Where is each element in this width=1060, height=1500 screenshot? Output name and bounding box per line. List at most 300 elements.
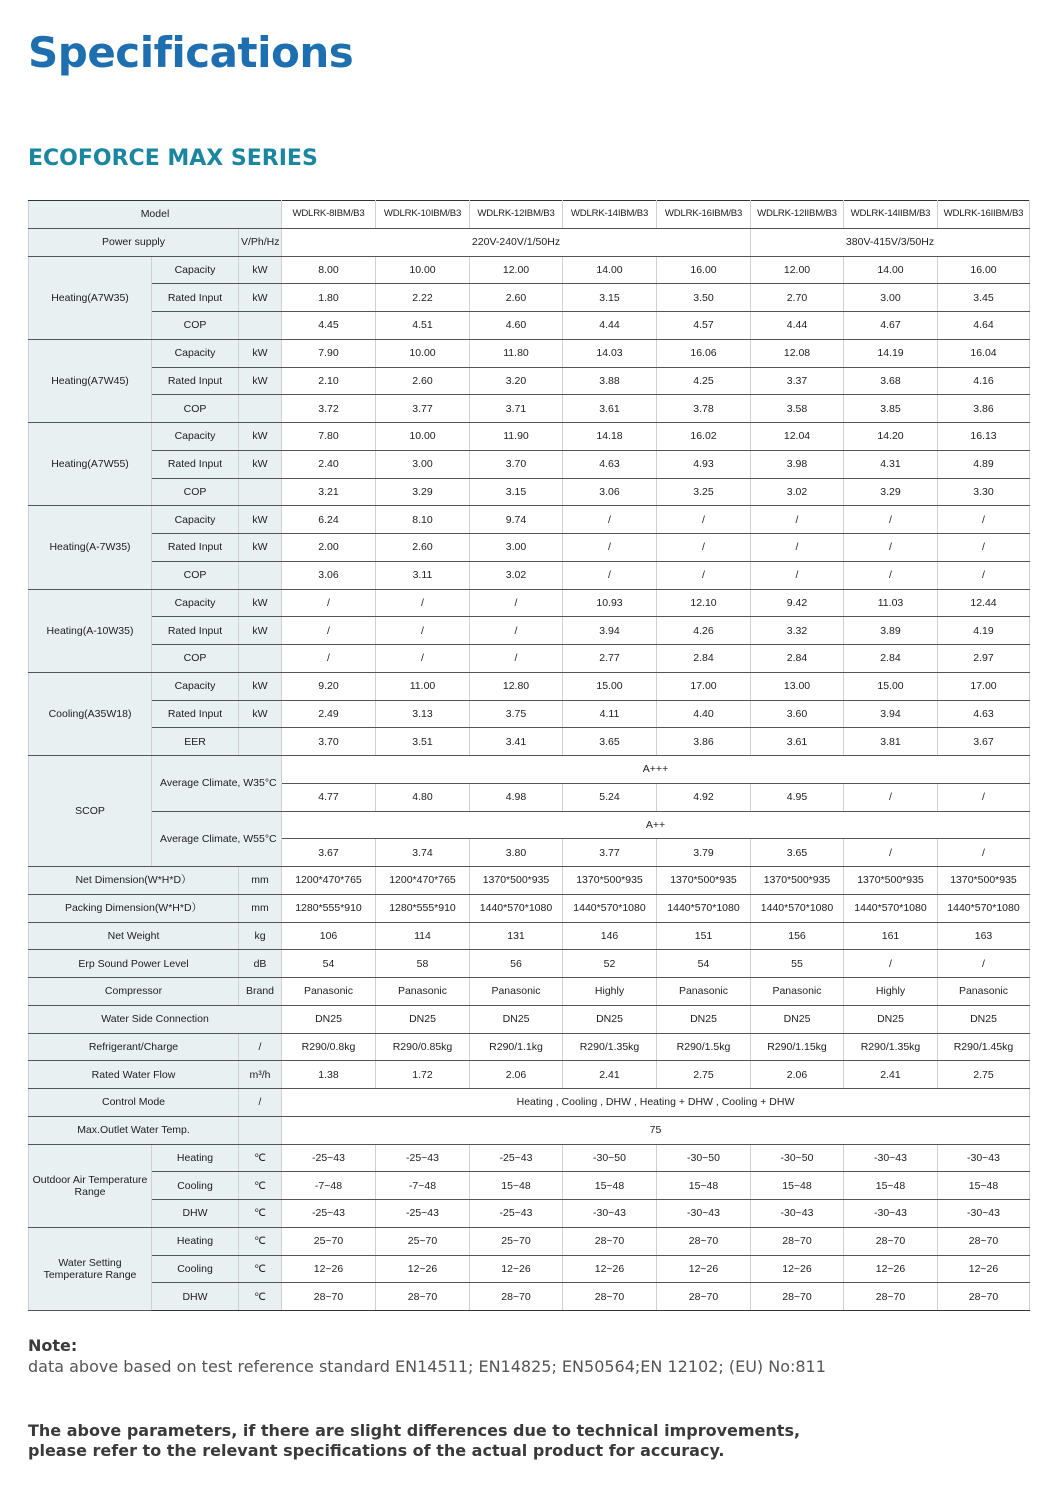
value-cell: 4.64 — [938, 312, 1030, 340]
value-cell: 3.65 — [563, 728, 657, 756]
param-name: COP — [152, 645, 239, 673]
value-cell: 2.60 — [376, 534, 470, 562]
value-cell: 16.00 — [657, 256, 751, 284]
value-cell: 3.61 — [751, 728, 844, 756]
value-cell: 28~70 — [844, 1283, 938, 1311]
single-phase-supply: 220V-240V/1/50Hz — [282, 228, 751, 256]
row-label: Water Side Connection — [29, 1005, 282, 1033]
value-cell: 2.10 — [282, 367, 376, 395]
value-cell: 54 — [282, 950, 376, 978]
value-cell: / — [844, 839, 938, 867]
value-cell: 1.72 — [376, 1061, 470, 1089]
unit-cell: kW — [239, 423, 282, 451]
value-cell: 3.67 — [282, 839, 376, 867]
model-label: Model — [29, 201, 282, 229]
value-cell: R290/1.5kg — [657, 1033, 751, 1061]
param-name: Rated Input — [152, 284, 239, 312]
value-cell: / — [376, 617, 470, 645]
value-cell: 2.40 — [282, 450, 376, 478]
value-cell: 12~26 — [751, 1255, 844, 1283]
value-cell: 3.41 — [470, 728, 563, 756]
value-cell: 3.98 — [751, 450, 844, 478]
param-name: Capacity — [152, 423, 239, 451]
value-cell: 4.67 — [844, 312, 938, 340]
value-cell: 9.74 — [470, 506, 563, 534]
value-cell: Panasonic — [470, 978, 563, 1006]
unit-cell — [239, 395, 282, 423]
general-row — [29, 1061, 1030, 1089]
value-cell: -25~43 — [282, 1144, 376, 1172]
row-label: Net Dimension(W*H*D） — [29, 867, 239, 895]
row-label: Max.Outlet Water Temp. — [29, 1116, 239, 1144]
unit-cell: kW — [239, 339, 282, 367]
value-cell: 3.86 — [657, 728, 751, 756]
value-cell: 11.90 — [470, 423, 563, 451]
climate-label: Average Climate, W35°C — [152, 756, 282, 812]
param-name: Capacity — [152, 339, 239, 367]
value-cell: / — [751, 561, 844, 589]
value-cell: 3.58 — [751, 395, 844, 423]
group-label: Heating(A7W55) — [29, 423, 152, 506]
value-cell: 1.80 — [282, 284, 376, 312]
value-cell: 131 — [470, 922, 563, 950]
value-cell: 16.00 — [938, 256, 1030, 284]
value-cell: 3.79 — [657, 839, 751, 867]
row-label: Rated Water Flow — [29, 1061, 239, 1089]
value-cell: -30~50 — [563, 1144, 657, 1172]
value-cell: 3.51 — [376, 728, 470, 756]
value-cell: 3.86 — [938, 395, 1030, 423]
param-name: Heating — [152, 1227, 239, 1255]
value-cell: 1440*570*1080 — [938, 894, 1030, 922]
model-name: WDLRK-14IBM/B3 — [563, 201, 657, 229]
note-heading: Note: — [28, 1336, 78, 1355]
value-cell: 3.75 — [470, 700, 563, 728]
value-cell: 1.38 — [282, 1061, 376, 1089]
value-cell: 1370*500*935 — [563, 867, 657, 895]
value-cell: DN25 — [751, 1005, 844, 1033]
model-name: WDLRK-10IBM/B3 — [376, 201, 470, 229]
value-cell: 14.03 — [563, 339, 657, 367]
unit-cell: mm — [239, 894, 282, 922]
value-cell: 28~70 — [470, 1283, 563, 1311]
value-cell: -25~43 — [282, 1200, 376, 1228]
param-name: Rated Input — [152, 534, 239, 562]
perf-row — [29, 728, 1030, 756]
value-cell: 3.65 — [751, 839, 844, 867]
value-cell: 15~48 — [938, 1172, 1030, 1200]
param-name: EER — [152, 728, 239, 756]
perf-row — [29, 506, 1030, 534]
value-cell: 56 — [470, 950, 563, 978]
value-cell: 12~26 — [470, 1255, 563, 1283]
value-cell: 2.41 — [844, 1061, 938, 1089]
value-cell: -30~43 — [563, 1200, 657, 1228]
value-cell: / — [751, 506, 844, 534]
value-cell: 146 — [563, 922, 657, 950]
disclaimer-line-2: please refer to the relevant specifications of the actual product for accuracy. — [28, 1441, 725, 1460]
value-cell: 4.93 — [657, 450, 751, 478]
unit-cell: / — [239, 1033, 282, 1061]
value-cell: R290/1.1kg — [470, 1033, 563, 1061]
value-cell: / — [938, 534, 1030, 562]
power-label: Power supply — [29, 228, 239, 256]
unit-cell: kW — [239, 506, 282, 534]
value-cell: 10.00 — [376, 423, 470, 451]
unit-cell: kW — [239, 367, 282, 395]
value-cell: / — [938, 561, 1030, 589]
unit-cell: kW — [239, 534, 282, 562]
value-cell: 4.26 — [657, 617, 751, 645]
value-cell: -30~43 — [844, 1144, 938, 1172]
value-cell: / — [282, 617, 376, 645]
value-cell: 3.50 — [657, 284, 751, 312]
energy-class: A+++ — [282, 756, 1030, 784]
value-cell: / — [844, 950, 938, 978]
value-cell: 12~26 — [563, 1255, 657, 1283]
value-cell: 12.08 — [751, 339, 844, 367]
general-row — [29, 922, 1030, 950]
value-cell: 4.89 — [938, 450, 1030, 478]
perf-row — [29, 339, 1030, 367]
row-label: Refrigerant/Charge — [29, 1033, 239, 1061]
disclaimer-line-1: The above parameters, if there are slight differences due to technical improvements, — [28, 1421, 801, 1440]
perf-row — [29, 561, 1030, 589]
value-cell: -7~48 — [376, 1172, 470, 1200]
value-cell: 28~70 — [563, 1283, 657, 1311]
value-cell: 8.10 — [376, 506, 470, 534]
value-cell: 10.00 — [376, 339, 470, 367]
value-cell: 4.92 — [657, 783, 751, 811]
energy-class: A++ — [282, 811, 1030, 839]
value-cell: 3.85 — [844, 395, 938, 423]
value-cell: 4.60 — [470, 312, 563, 340]
value-cell: 12~26 — [376, 1255, 470, 1283]
disclaimer — [28, 1421, 1028, 1461]
perf-row — [29, 450, 1030, 478]
value-cell: 12~26 — [657, 1255, 751, 1283]
value-cell: 12.04 — [751, 423, 844, 451]
range-row — [29, 1227, 1030, 1255]
value-cell: 1370*500*935 — [657, 867, 751, 895]
value-cell: 156 — [751, 922, 844, 950]
value-cell: / — [844, 561, 938, 589]
power-unit: V/Ph/Hz — [239, 228, 282, 256]
row-label: Erp Sound Power Level — [29, 950, 239, 978]
value-cell: 2.41 — [563, 1061, 657, 1089]
value-cell: 14.00 — [563, 256, 657, 284]
value-cell: Highly — [563, 978, 657, 1006]
value-cell: 163 — [938, 922, 1030, 950]
value-cell: 2.70 — [751, 284, 844, 312]
param-name: Rated Input — [152, 367, 239, 395]
range-row — [29, 1200, 1030, 1228]
value-cell: Panasonic — [376, 978, 470, 1006]
value-cell: 1370*500*935 — [470, 867, 563, 895]
value-cell: 16.06 — [657, 339, 751, 367]
value-cell: / — [938, 783, 1030, 811]
page-title: Specifications — [28, 28, 354, 77]
range-row — [29, 1255, 1030, 1283]
value-cell: 8.00 — [282, 256, 376, 284]
value-cell: 12.44 — [938, 589, 1030, 617]
model-name: WDLRK-8IBM/B3 — [282, 201, 376, 229]
value-cell: 3.45 — [938, 284, 1030, 312]
value-cell: / — [470, 589, 563, 617]
unit-cell: kW — [239, 617, 282, 645]
perf-row — [29, 284, 1030, 312]
value-cell: 28~70 — [751, 1227, 844, 1255]
value-cell: 11.03 — [844, 589, 938, 617]
value-cell: 3.06 — [282, 561, 376, 589]
unit-cell: kW — [239, 450, 282, 478]
value-cell: 1370*500*935 — [938, 867, 1030, 895]
value-cell: 1440*570*1080 — [657, 894, 751, 922]
value-cell: 2.84 — [844, 645, 938, 673]
param-name: COP — [152, 312, 239, 340]
value-cell: 1200*470*765 — [282, 867, 376, 895]
value-cell: 10.00 — [376, 256, 470, 284]
value-cell: 14.19 — [844, 339, 938, 367]
value-cell: 4.16 — [938, 367, 1030, 395]
value-cell: 2.84 — [751, 645, 844, 673]
value-cell: 12~26 — [844, 1255, 938, 1283]
value-cell: 15~48 — [751, 1172, 844, 1200]
value-cell: -30~43 — [657, 1200, 751, 1228]
value-cell: / — [470, 645, 563, 673]
param-name: COP — [152, 395, 239, 423]
value-cell: 1440*570*1080 — [751, 894, 844, 922]
value-cell: / — [844, 534, 938, 562]
value-cell: 2.06 — [751, 1061, 844, 1089]
value-cell: 3.78 — [657, 395, 751, 423]
control-mode-value: Heating , Cooling , DHW , Heating + DHW , Cooling + DHW — [282, 1089, 1030, 1117]
value-cell: 10.93 — [563, 589, 657, 617]
value-cell: 13.00 — [751, 672, 844, 700]
value-cell: 161 — [844, 922, 938, 950]
value-cell: / — [282, 589, 376, 617]
value-cell: 4.44 — [563, 312, 657, 340]
value-cell: 3.68 — [844, 367, 938, 395]
value-cell: DN25 — [657, 1005, 751, 1033]
unit-cell: kW — [239, 589, 282, 617]
model-name: WDLRK-16IIBM/B3 — [938, 201, 1030, 229]
value-cell: 17.00 — [657, 672, 751, 700]
value-cell: 3.32 — [751, 617, 844, 645]
value-cell: 3.77 — [376, 395, 470, 423]
value-cell: 3.74 — [376, 839, 470, 867]
perf-row — [29, 672, 1030, 700]
value-cell: 9.42 — [751, 589, 844, 617]
value-cell: 11.00 — [376, 672, 470, 700]
value-cell: 1280*555*910 — [376, 894, 470, 922]
value-cell: DN25 — [282, 1005, 376, 1033]
param-name: Capacity — [152, 256, 239, 284]
value-cell: 2.60 — [470, 284, 563, 312]
value-cell: 28~70 — [376, 1283, 470, 1311]
group-label: Cooling(A35W18) — [29, 672, 152, 755]
value-cell: / — [563, 561, 657, 589]
unit-cell: dB — [239, 950, 282, 978]
param-name: Capacity — [152, 506, 239, 534]
group-label: Outdoor Air Temperature Range — [29, 1144, 152, 1227]
unit-cell: kW — [239, 700, 282, 728]
value-cell: 3.20 — [470, 367, 563, 395]
value-cell: 6.24 — [282, 506, 376, 534]
value-cell: 15~48 — [563, 1172, 657, 1200]
value-cell: 16.02 — [657, 423, 751, 451]
value-cell: 3.00 — [470, 534, 563, 562]
note-text: data above based on test reference standard EN14511; EN14825; EN50564;EN 12102; (EU) No:811 — [28, 1357, 826, 1376]
value-cell: / — [657, 534, 751, 562]
value-cell: / — [657, 506, 751, 534]
value-cell: 3.89 — [844, 617, 938, 645]
value-cell: 1440*570*1080 — [470, 894, 563, 922]
row-label: Net Weight — [29, 922, 239, 950]
value-cell: / — [657, 561, 751, 589]
value-cell: 2.75 — [938, 1061, 1030, 1089]
perf-row — [29, 395, 1030, 423]
perf-row — [29, 589, 1030, 617]
value-cell: 4.11 — [563, 700, 657, 728]
unit-cell: kW — [239, 284, 282, 312]
value-cell: 1440*570*1080 — [844, 894, 938, 922]
general-row — [29, 950, 1030, 978]
header-row — [29, 201, 1030, 229]
value-cell: Panasonic — [657, 978, 751, 1006]
value-cell: / — [844, 783, 938, 811]
value-cell: 3.15 — [563, 284, 657, 312]
value-cell: 2.00 — [282, 534, 376, 562]
value-cell: 3.80 — [470, 839, 563, 867]
value-cell: 16.13 — [938, 423, 1030, 451]
value-cell: -25~43 — [470, 1144, 563, 1172]
value-cell: 1370*500*935 — [751, 867, 844, 895]
value-cell: 3.00 — [376, 450, 470, 478]
unit-cell: kW — [239, 672, 282, 700]
value-cell: / — [282, 645, 376, 673]
value-cell: 25~70 — [282, 1227, 376, 1255]
value-cell: DN25 — [470, 1005, 563, 1033]
perf-row — [29, 312, 1030, 340]
value-cell: 3.30 — [938, 478, 1030, 506]
value-cell: 58 — [376, 950, 470, 978]
value-cell: 1280*555*910 — [282, 894, 376, 922]
control-mode-row — [29, 1089, 1030, 1117]
value-cell: 28~70 — [657, 1283, 751, 1311]
value-cell: 28~70 — [938, 1283, 1030, 1311]
value-cell: 55 — [751, 950, 844, 978]
value-cell: 15~48 — [844, 1172, 938, 1200]
value-cell: 14.00 — [844, 256, 938, 284]
unit-cell — [239, 728, 282, 756]
group-label: Heating(A-10W35) — [29, 589, 152, 672]
value-cell: 12.80 — [470, 672, 563, 700]
unit-cell — [239, 312, 282, 340]
value-cell: Panasonic — [938, 978, 1030, 1006]
value-cell: 54 — [657, 950, 751, 978]
param-name: DHW — [152, 1283, 239, 1311]
param-name: Cooling — [152, 1172, 239, 1200]
scop-class-row — [29, 811, 1030, 839]
value-cell: / — [376, 645, 470, 673]
value-cell: 15~48 — [470, 1172, 563, 1200]
max-outlet-row — [29, 1116, 1030, 1144]
group-label: Heating(A-7W35) — [29, 506, 152, 589]
value-cell: 1440*570*1080 — [563, 894, 657, 922]
param-name: DHW — [152, 1200, 239, 1228]
value-cell: 3.06 — [563, 478, 657, 506]
value-cell: -25~43 — [470, 1200, 563, 1228]
value-cell: Panasonic — [282, 978, 376, 1006]
unit-cell: kW — [239, 256, 282, 284]
scop-label: SCOP — [29, 756, 152, 867]
power-row — [29, 228, 1030, 256]
group-label: Water Setting Temperature Range — [29, 1227, 152, 1310]
value-cell: 3.21 — [282, 478, 376, 506]
value-cell: 17.00 — [938, 672, 1030, 700]
value-cell: DN25 — [844, 1005, 938, 1033]
param-name: Capacity — [152, 672, 239, 700]
value-cell: 15.00 — [844, 672, 938, 700]
value-cell: 5.24 — [563, 783, 657, 811]
param-name: Rated Input — [152, 617, 239, 645]
value-cell: -30~43 — [938, 1200, 1030, 1228]
row-label: Packing Dimension(W*H*D） — [29, 894, 239, 922]
value-cell: 3.60 — [751, 700, 844, 728]
general-row — [29, 1033, 1030, 1061]
value-cell: 28~70 — [751, 1283, 844, 1311]
value-cell: / — [938, 950, 1030, 978]
scop-class-row — [29, 756, 1030, 784]
unit-cell — [239, 1116, 282, 1144]
max-outlet-value: 75 — [282, 1116, 1030, 1144]
unit-cell — [239, 561, 282, 589]
value-cell: -30~50 — [657, 1144, 751, 1172]
value-cell: 3.13 — [376, 700, 470, 728]
value-cell: DN25 — [563, 1005, 657, 1033]
param-name: COP — [152, 561, 239, 589]
spec-table — [28, 200, 1030, 1311]
value-cell: -30~43 — [938, 1144, 1030, 1172]
value-cell: DN25 — [376, 1005, 470, 1033]
model-name: WDLRK-14IIBM/B3 — [844, 201, 938, 229]
value-cell: / — [563, 534, 657, 562]
general-row — [29, 867, 1030, 895]
value-cell: 3.15 — [470, 478, 563, 506]
value-cell: 106 — [282, 922, 376, 950]
param-name: COP — [152, 478, 239, 506]
perf-row — [29, 423, 1030, 451]
general-row — [29, 978, 1030, 1006]
value-cell: / — [844, 506, 938, 534]
value-cell: 4.63 — [938, 700, 1030, 728]
value-cell: 4.77 — [282, 783, 376, 811]
value-cell: 3.29 — [844, 478, 938, 506]
value-cell: 3.61 — [563, 395, 657, 423]
value-cell: 1200*470*765 — [376, 867, 470, 895]
value-cell: 12.00 — [751, 256, 844, 284]
value-cell: 3.70 — [470, 450, 563, 478]
perf-row — [29, 645, 1030, 673]
value-cell: 3.77 — [563, 839, 657, 867]
value-cell: 2.22 — [376, 284, 470, 312]
value-cell: 3.88 — [563, 367, 657, 395]
unit-cell: / — [239, 1089, 282, 1117]
value-cell: 4.45 — [282, 312, 376, 340]
value-cell: -30~43 — [844, 1200, 938, 1228]
value-cell: 7.80 — [282, 423, 376, 451]
